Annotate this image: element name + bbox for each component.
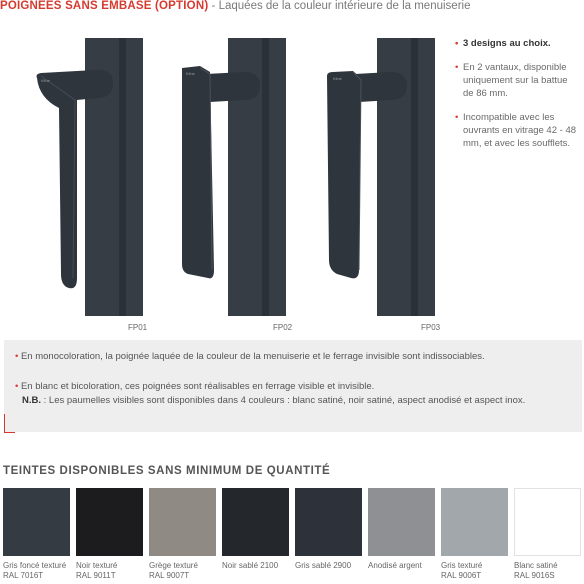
- info-nb-line: [22, 395, 525, 406]
- page-title: POIGNÉES SANS EMBASE (OPTION): [0, 0, 209, 12]
- swatch-label-line2: RAL 9006T: [441, 571, 482, 580]
- swatch-label-line1: Gris sablé 2900: [295, 561, 352, 570]
- swatch-gris-sable: [295, 488, 362, 556]
- nb-label: N.B.: [22, 395, 41, 406]
- swatch-label: [222, 561, 302, 571]
- handle-fp03-image: [325, 38, 475, 316]
- swatch-label-line2: RAL 7016T: [3, 571, 44, 580]
- handle-fp02-image: [180, 38, 330, 316]
- swatch-label-line2: RAL 9007T: [149, 571, 190, 580]
- info-line-2-text: En blanc et bicoloration, ces poignées sont réalisables en ferrage visible et invisible.: [20, 381, 375, 392]
- handle-brand-label: Kline: [186, 71, 195, 76]
- header-separator: -: [208, 0, 219, 12]
- swatch-blanc-satine: [514, 488, 581, 556]
- info-box: [4, 340, 582, 432]
- handle-code-fp02: FP02: [273, 323, 293, 332]
- swatch-label: [3, 561, 83, 581]
- feature-item: • Incompatible avec les ouvrants en vitrage 42 - 48 mm, et avec les soufflets.: [455, 111, 580, 150]
- feature-item: • En 2 vantaux, disponible uniquement sur la battue de 86 mm.: [455, 61, 580, 100]
- swatch-gris-texture: [441, 488, 508, 556]
- swatch-label: [441, 561, 521, 581]
- swatch-label-line1: Noir texturé: [76, 561, 118, 570]
- handle-brand-label: Kline: [41, 78, 50, 83]
- info-line-1-text: En monocoloration, la poignée laquée de la couleur de la menuiserie et le ferrage invisible sont indissociables.: [20, 351, 485, 362]
- corner-accent: [4, 414, 15, 433]
- swatch-label-line1: Blanc satiné: [514, 561, 558, 570]
- handle-code-fp03: FP03: [421, 323, 441, 332]
- swatch-label-line1: Gris foncé texturé: [3, 561, 67, 570]
- swatch-label-line2: RAL 9016S: [514, 571, 555, 580]
- nb-text: : Les paumelles visibles sont disponibles dans 4 couleurs : blanc satiné, noir satiné, aspect anodisé et aspect inox.: [41, 395, 526, 406]
- handle-brand-label: Kline: [333, 76, 342, 81]
- swatch-label: [368, 561, 448, 571]
- info-line-1: [15, 351, 485, 362]
- swatch-label-line2: RAL 9011T: [76, 571, 116, 580]
- handle-fp01-image: [35, 38, 185, 316]
- swatch-label: [295, 561, 375, 571]
- bullet-dot: •: [15, 381, 21, 392]
- feature-item: • 3 designs au choix.: [455, 37, 580, 50]
- swatch-gris-fonce: [3, 488, 70, 556]
- swatch-label-line1: Grège texturé: [149, 561, 198, 570]
- swatch-label-line1: Gris texturé: [441, 561, 483, 570]
- page-header: [0, 0, 470, 12]
- bullet-dot: •: [15, 351, 21, 362]
- swatch-label: [76, 561, 156, 581]
- swatch-anodise-argent: [368, 488, 435, 556]
- handle-photo-fp01: [35, 38, 185, 316]
- handle-photo-fp02: [180, 38, 330, 316]
- swatch-label-line1: Noir sablé 2100: [222, 561, 279, 570]
- swatch-noir-texture: [76, 488, 143, 556]
- handle-photo-fp03: [325, 38, 475, 316]
- handle-code-fp01: FP01: [128, 323, 148, 332]
- swatch-label: [149, 561, 229, 581]
- swatch-noir-sable: [222, 488, 289, 556]
- info-line-2: [15, 381, 374, 392]
- swatch-label-line1: Anodisé argent: [368, 561, 422, 570]
- swatch-label: [514, 561, 584, 581]
- colors-section-title: TEINTES DISPONIBLES SANS MINIMUM DE QUANTITÉ: [3, 465, 331, 477]
- features-list: [455, 37, 580, 161]
- swatch-grege-texture: [149, 488, 216, 556]
- page-subtitle: Laquées de la couleur intérieure de la menuiserie: [218, 0, 471, 12]
